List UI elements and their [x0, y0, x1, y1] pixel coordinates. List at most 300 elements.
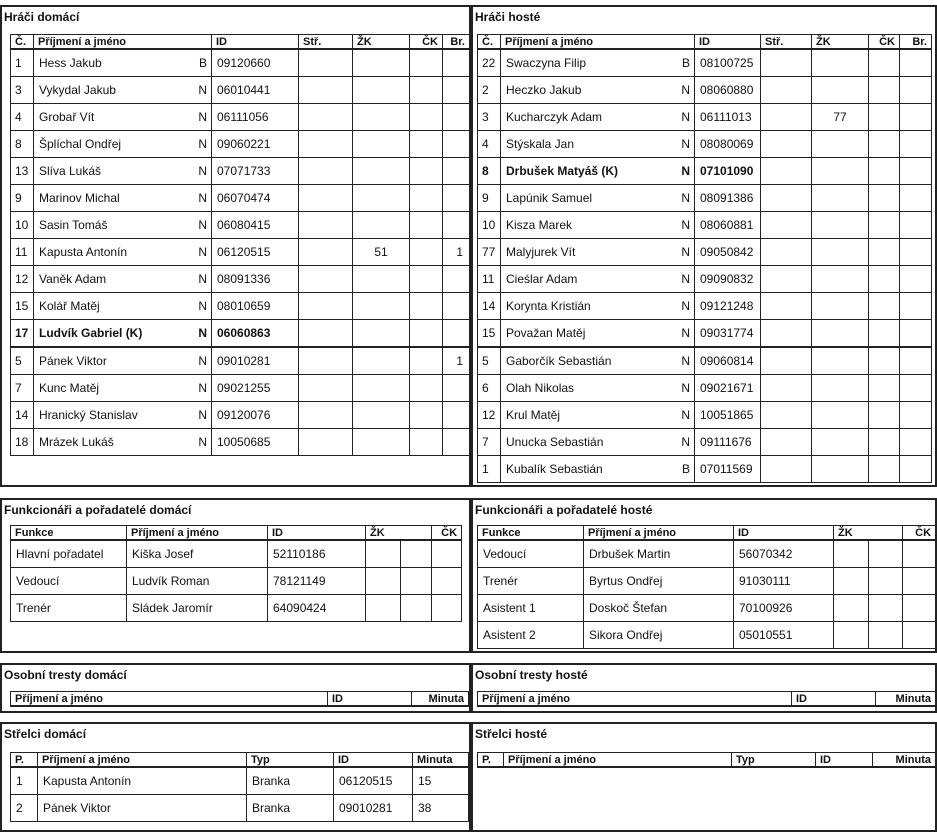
player-str	[299, 185, 353, 212]
col-minuta: Minuta	[873, 753, 936, 768]
player-zk	[812, 266, 869, 293]
official-ck	[903, 568, 936, 595]
player-row	[478, 104, 932, 131]
col-cislo: Č.	[11, 35, 34, 50]
player-name	[501, 212, 695, 239]
player-ck	[869, 375, 900, 402]
scorer-id: 06120515	[334, 767, 413, 795]
player-br	[900, 239, 932, 266]
player-name-text: Drbušek Matyáš (K)	[506, 164, 619, 178]
player-id: 09121248	[695, 293, 761, 320]
official-zk-1	[366, 568, 401, 595]
player-ck	[869, 239, 900, 266]
player-ck	[410, 158, 443, 185]
penalties-away-header	[478, 692, 936, 707]
col-name: Příjmení a jméno	[127, 526, 268, 541]
player-name-text: Korynta Kristián	[506, 299, 591, 313]
player-number: 4	[478, 131, 501, 158]
player-ck	[410, 49, 443, 77]
player-flag: N	[198, 408, 207, 422]
player-name-text: Gaborčík Sebastián	[506, 354, 612, 368]
col-id: ID	[792, 692, 876, 707]
player-name-text: Swaczyna Filip	[506, 56, 587, 70]
player-id: 07011569	[695, 456, 761, 483]
player-name	[34, 104, 212, 131]
player-row	[11, 266, 470, 293]
col-poradi: P.	[478, 753, 504, 768]
player-number: 1	[478, 456, 501, 483]
player-ck	[869, 293, 900, 320]
player-br	[443, 104, 470, 131]
player-zk	[353, 266, 410, 293]
player-ck	[410, 429, 443, 456]
player-str	[299, 158, 353, 185]
player-name	[34, 429, 212, 456]
player-row	[11, 320, 470, 348]
col-cislo: Č.	[478, 35, 501, 50]
player-row	[478, 185, 932, 212]
player-number: 1	[11, 49, 34, 77]
player-str	[761, 104, 812, 131]
player-id: 08100725	[695, 49, 761, 77]
player-ck	[410, 104, 443, 131]
official-function: Asistent 1	[478, 595, 584, 622]
player-name	[501, 293, 695, 320]
col-poradi: P.	[11, 753, 38, 768]
official-function: Vedoucí	[478, 540, 584, 568]
player-number: 10	[11, 212, 34, 239]
player-flag: N	[681, 299, 690, 313]
player-number: 4	[11, 104, 34, 131]
player-ck	[869, 347, 900, 375]
player-id: 06080415	[212, 212, 299, 239]
player-name	[501, 266, 695, 293]
player-row	[11, 239, 470, 266]
player-ck	[410, 347, 443, 375]
player-flag: N	[681, 218, 690, 232]
player-str	[761, 320, 812, 348]
player-str	[299, 131, 353, 158]
col-zk: ŽK	[834, 526, 903, 541]
player-flag: N	[681, 354, 690, 368]
col-name: Příjmení a jméno	[504, 753, 732, 768]
player-zk	[353, 347, 410, 375]
player-name-text: Mrázek Lukáš	[39, 435, 114, 449]
col-funkce: Funkce	[11, 526, 127, 541]
player-ck	[410, 266, 443, 293]
col-name: Příjmení a jméno	[38, 753, 247, 768]
player-row	[11, 158, 470, 185]
player-name	[34, 185, 212, 212]
player-ck	[410, 375, 443, 402]
scorers-away-header	[478, 753, 936, 768]
player-br	[900, 266, 932, 293]
col-typ: Typ	[732, 753, 816, 768]
officials-home-title: Funkcionáři a pořadatelé domácí	[4, 503, 192, 517]
official-name: Kiška Josef	[127, 540, 268, 568]
players-away-panel	[471, 5, 937, 487]
player-br	[900, 456, 932, 483]
player-ck	[869, 266, 900, 293]
player-row	[478, 429, 932, 456]
col-ck: ČK	[869, 35, 900, 50]
official-ck	[432, 568, 462, 595]
player-ck	[869, 429, 900, 456]
player-br	[900, 293, 932, 320]
col-typ: Typ	[247, 753, 334, 768]
player-number: 15	[478, 320, 501, 348]
player-row	[478, 456, 932, 483]
player-name-text: Kapusta Antonín	[39, 245, 128, 259]
col-str: Stř.	[761, 35, 812, 50]
player-name-text: Olah Nikolas	[506, 381, 575, 395]
player-br	[900, 429, 932, 456]
player-flag: N	[681, 164, 690, 178]
official-zk-1	[366, 595, 401, 622]
player-name	[34, 49, 212, 77]
official-zk-2	[869, 622, 903, 649]
scorer-name: Kapusta Antonín	[38, 767, 247, 795]
scorer-row	[11, 795, 469, 822]
col-br: Br.	[443, 35, 470, 50]
player-name-text: Vaněk Adam	[39, 272, 107, 286]
col-minuta: Minuta	[876, 692, 936, 707]
player-name	[501, 77, 695, 104]
player-ck	[869, 104, 900, 131]
player-flag: B	[681, 462, 690, 476]
col-zk: ŽK	[812, 35, 869, 50]
player-id: 09060814	[695, 347, 761, 375]
player-name	[34, 131, 212, 158]
player-name	[501, 402, 695, 429]
penalties-away-title: Osobní tresty hosté	[475, 668, 588, 682]
player-str	[299, 320, 353, 348]
player-number: 8	[11, 131, 34, 158]
player-name-text: Hess Jakub	[39, 56, 102, 70]
player-number: 3	[478, 104, 501, 131]
official-id: 91030111	[734, 568, 834, 595]
player-number: 10	[478, 212, 501, 239]
player-ck	[869, 49, 900, 77]
player-row	[11, 402, 470, 429]
official-ck	[903, 540, 936, 568]
official-row	[478, 595, 936, 622]
player-str	[299, 77, 353, 104]
player-number: 14	[11, 402, 34, 429]
player-zk	[353, 429, 410, 456]
player-str	[761, 375, 812, 402]
player-id: 09031774	[695, 320, 761, 348]
player-id: 09111676	[695, 429, 761, 456]
player-str	[299, 212, 353, 239]
scorers-away-title: Střelci hosté	[475, 727, 548, 741]
player-row	[478, 212, 932, 239]
official-id: 56070342	[734, 540, 834, 568]
player-ck	[410, 131, 443, 158]
player-row	[478, 158, 932, 185]
col-name: Příjmení a jméno	[34, 35, 212, 50]
player-id: 06120515	[212, 239, 299, 266]
player-zk	[812, 456, 869, 483]
col-id: ID	[328, 692, 412, 707]
player-zk	[812, 158, 869, 185]
player-br: 1	[443, 239, 470, 266]
player-str	[761, 429, 812, 456]
player-str	[761, 402, 812, 429]
official-ck	[432, 595, 462, 622]
player-number: 8	[478, 158, 501, 185]
col-ck: ČK	[432, 526, 462, 541]
player-zk	[812, 375, 869, 402]
player-br	[900, 320, 932, 348]
player-ck	[869, 185, 900, 212]
official-function: Vedoucí	[11, 568, 127, 595]
player-name	[501, 375, 695, 402]
player-ck	[869, 320, 900, 348]
player-zk	[812, 49, 869, 77]
player-br	[900, 347, 932, 375]
player-flag: N	[681, 408, 690, 422]
player-number: 22	[478, 49, 501, 77]
player-br	[900, 77, 932, 104]
player-ck	[410, 320, 443, 348]
player-flag: N	[198, 218, 207, 232]
scorers-home-table	[10, 752, 469, 822]
scorer-order: 2	[11, 795, 38, 822]
player-name-text: Považan Matěj	[506, 326, 586, 340]
player-name	[501, 320, 695, 348]
player-name-text: Malyjurek Vít	[506, 245, 576, 259]
official-zk-2	[869, 540, 903, 568]
scorer-type: Branka	[247, 795, 334, 822]
player-number: 2	[478, 77, 501, 104]
player-zk	[353, 320, 410, 348]
player-row	[11, 185, 470, 212]
player-id: 06111013	[695, 104, 761, 131]
officials-home-table	[10, 525, 462, 622]
player-ck	[410, 239, 443, 266]
player-br	[443, 185, 470, 212]
player-zk: 77	[812, 104, 869, 131]
player-ck	[869, 212, 900, 239]
players-away-header	[478, 35, 932, 50]
officials-home-header	[11, 526, 462, 541]
official-zk-1	[366, 540, 401, 568]
player-name	[501, 239, 695, 266]
player-name	[34, 158, 212, 185]
player-flag: N	[681, 110, 690, 124]
col-id: ID	[334, 753, 413, 768]
player-ck	[869, 77, 900, 104]
player-br	[443, 49, 470, 77]
col-ck: ČK	[410, 35, 443, 50]
player-br	[443, 320, 470, 348]
scorers-away-table	[477, 752, 936, 768]
player-name	[501, 104, 695, 131]
official-name: Doskoč Štefan	[584, 595, 734, 622]
player-number: 9	[478, 185, 501, 212]
player-zk	[812, 320, 869, 348]
player-row	[478, 293, 932, 320]
col-ck: ČK	[903, 526, 936, 541]
player-name-text: Cieślar Adam	[506, 272, 578, 286]
player-zk	[812, 239, 869, 266]
player-id: 07101090	[695, 158, 761, 185]
official-ck	[903, 595, 936, 622]
player-str	[761, 131, 812, 158]
col-name: Příjmení a jméno	[584, 526, 734, 541]
official-id: 05010551	[734, 622, 834, 649]
player-zk	[812, 347, 869, 375]
player-id: 09021255	[212, 375, 299, 402]
official-name: Drbušek Martin	[584, 540, 734, 568]
scorers-home-panel	[0, 722, 471, 832]
player-zk	[353, 158, 410, 185]
player-number: 12	[478, 402, 501, 429]
player-row	[478, 320, 932, 348]
official-id: 64090424	[268, 595, 366, 622]
player-br: 1	[443, 347, 470, 375]
player-str	[299, 429, 353, 456]
player-flag: N	[198, 272, 207, 286]
official-ck	[432, 540, 462, 568]
player-ck	[869, 131, 900, 158]
player-row	[11, 131, 470, 158]
player-ck	[869, 158, 900, 185]
officials-away-table	[477, 525, 936, 649]
player-str	[299, 402, 353, 429]
player-zk	[353, 131, 410, 158]
player-br	[900, 185, 932, 212]
player-br	[443, 402, 470, 429]
official-function: Trenér	[478, 568, 584, 595]
official-ck	[903, 622, 936, 649]
player-str	[761, 456, 812, 483]
player-name-text: Krul Matěj	[506, 408, 561, 422]
player-id: 08080069	[695, 131, 761, 158]
player-id: 06010441	[212, 77, 299, 104]
col-str: Stř.	[299, 35, 353, 50]
official-name: Sikora Ondřej	[584, 622, 734, 649]
col-minuta: Minuta	[413, 753, 469, 768]
player-flag: N	[198, 326, 207, 340]
player-row	[478, 239, 932, 266]
player-name-text: Sasin Tomáš	[39, 218, 108, 232]
player-br	[443, 429, 470, 456]
player-flag: N	[198, 83, 207, 97]
player-name-text: Heczko Jakub	[506, 83, 582, 97]
player-number: 9	[11, 185, 34, 212]
player-id: 09010281	[212, 347, 299, 375]
player-row	[478, 77, 932, 104]
official-zk-2	[869, 568, 903, 595]
officials-away-header	[478, 526, 936, 541]
player-row	[478, 131, 932, 158]
player-name-text: Unucka Sebastián	[506, 435, 604, 449]
col-funkce: Funkce	[478, 526, 584, 541]
official-zk-1	[834, 568, 869, 595]
player-row	[478, 375, 932, 402]
player-name	[34, 293, 212, 320]
official-row	[11, 595, 462, 622]
col-zk: ŽK	[353, 35, 410, 50]
player-br	[900, 375, 932, 402]
player-number: 7	[11, 375, 34, 402]
officials-away-title: Funkcionáři a pořadatelé hosté	[475, 503, 653, 517]
player-flag: N	[198, 137, 207, 151]
player-number: 15	[11, 293, 34, 320]
official-zk-1	[834, 595, 869, 622]
players-away-title: Hráči hosté	[475, 10, 541, 24]
official-name: Byrtus Ondřej	[584, 568, 734, 595]
official-name: Sládek Jaromír	[127, 595, 268, 622]
players-home-header	[11, 35, 470, 50]
player-number: 6	[478, 375, 501, 402]
player-str	[299, 49, 353, 77]
official-id: 52110186	[268, 540, 366, 568]
player-name-text: Slíva Lukáš	[39, 164, 102, 178]
official-id: 70100926	[734, 595, 834, 622]
player-number: 18	[11, 429, 34, 456]
col-zk: ŽK	[366, 526, 432, 541]
col-minuta: Minuta	[412, 692, 469, 707]
player-str	[299, 347, 353, 375]
player-str	[761, 293, 812, 320]
officials-home-panel	[0, 498, 471, 653]
player-flag: N	[681, 326, 690, 340]
player-number: 17	[11, 320, 34, 348]
player-str	[761, 239, 812, 266]
player-number: 11	[478, 266, 501, 293]
player-id: 10051865	[695, 402, 761, 429]
player-id: 08091386	[695, 185, 761, 212]
player-str	[761, 185, 812, 212]
official-row	[478, 622, 936, 649]
player-br	[443, 266, 470, 293]
player-number: 13	[11, 158, 34, 185]
scorer-name: Pánek Viktor	[38, 795, 247, 822]
player-name	[34, 266, 212, 293]
scorer-minute: 15	[413, 767, 469, 795]
player-flag: N	[681, 137, 690, 151]
player-str	[761, 77, 812, 104]
scorers-home-header	[11, 753, 469, 768]
player-flag: N	[198, 299, 207, 313]
player-name	[501, 347, 695, 375]
player-row	[478, 266, 932, 293]
player-ck	[410, 77, 443, 104]
player-id: 09060221	[212, 131, 299, 158]
player-str	[761, 158, 812, 185]
official-function: Hlavní pořadatel	[11, 540, 127, 568]
official-function: Asistent 2	[478, 622, 584, 649]
player-zk	[353, 104, 410, 131]
player-zk	[353, 77, 410, 104]
official-row	[478, 568, 936, 595]
player-flag: N	[681, 435, 690, 449]
player-name-text: Grobař Vít	[39, 110, 95, 124]
player-br	[443, 158, 470, 185]
player-name-text: Kunc Matěj	[39, 381, 100, 395]
player-number: 11	[11, 239, 34, 266]
player-name-text: Stýskala Jan	[506, 137, 575, 151]
player-ck	[410, 402, 443, 429]
player-name-text: Lapúnik Samuel	[506, 191, 593, 205]
player-id: 10050685	[212, 429, 299, 456]
player-name	[501, 429, 695, 456]
col-id: ID	[212, 35, 299, 50]
player-name-text: Kisza Marek	[506, 218, 573, 232]
